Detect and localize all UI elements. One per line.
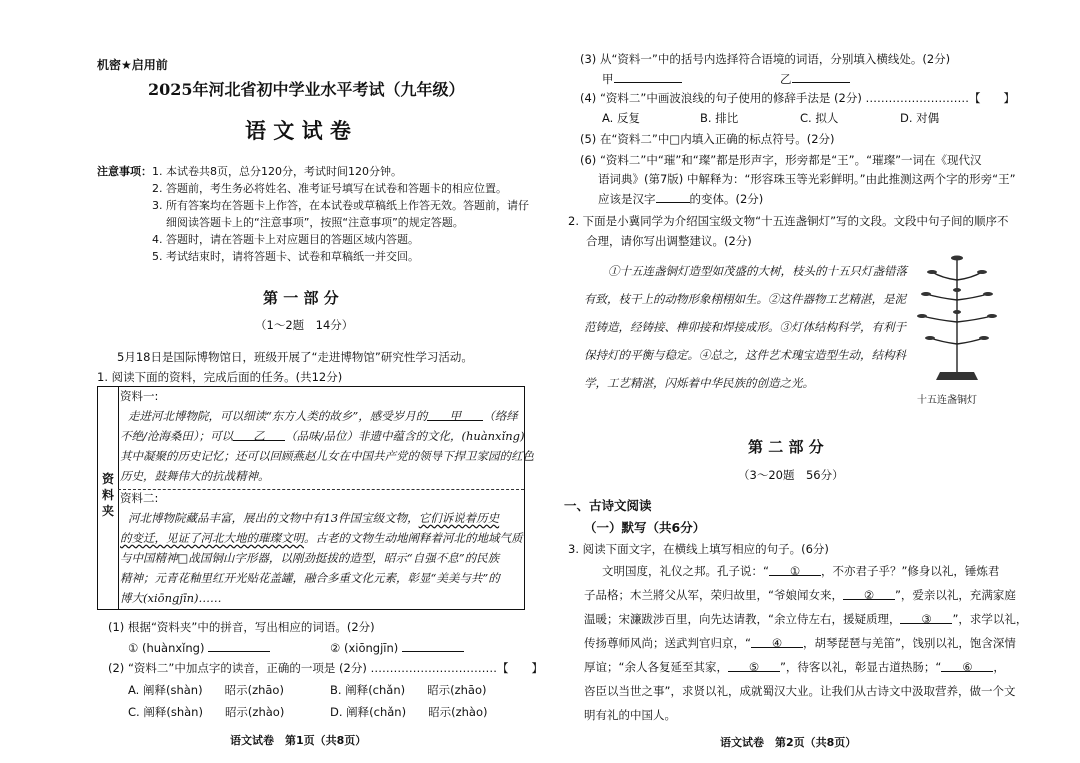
answer-blank[interactable] [792,71,850,83]
q3-line-4: 传扬尊师风尚；送武判官归京，“ ④ ，胡琴琵琶与羌笛”，饯别以礼，饱含深情 [584,636,1016,650]
bronze-lamp-illustration [912,250,1002,390]
q3-line-7: 明有礼的中国人。 [584,708,676,722]
q1-1-a: ① (huànxǐng) [128,640,270,656]
material1-line-2: 不绝/沧海桑田）；可以 乙 （品味/品位）非遗中蕴含的文化，(huànxǐng) [120,429,525,443]
subsection-dictation: （一）默写（共6分） [584,520,706,535]
material-divider [118,489,524,490]
answer-blank[interactable]: ⑤ [728,660,780,672]
q1-1-stem: (1) 根据“资料夹”中的拼音，写出相应的词语。(2分) [108,620,375,634]
q3-line-6: 咨臣以当世之事”，求贤以礼，成就蜀汉大业。让我们从古诗文中汲取营养，做一个文 [584,684,1016,698]
q1-2-option-b[interactable]: B. 阐释(chǎn) 昭示(zhāo) [330,683,487,697]
q3-line-3: 温暖；宋濂跋涉百里，向先达请教，“余立侍左右，援疑质理， ③ ”，求学以礼， [584,612,1028,626]
material2-line-1: 河北博物院藏品丰富，展出的文物中有13件国宝级文物，它们诉说着历史 [128,511,500,525]
wavy-sentence-part2: 的变迁，见证了河北大地的璀璨文明 [120,531,304,545]
material2-line-5: 博大(xiōngjīn)…… [120,591,222,605]
q2-para-1: ①十五连盏铜灯造型如茂盛的大树，枝头的十五只灯盏错落 [608,264,907,278]
q1-3-b: 乙 [780,71,850,87]
answer-blank[interactable]: ③ [900,612,952,624]
q2-para-2: 有致，枝干上的动物形象栩栩如生。②这件器物工艺精湛，是泥 [584,292,906,306]
q1-2-option-d[interactable]: D. 阐释(chǎn) 昭示(zhào) [330,705,488,719]
blank-yi: 乙 [233,429,285,441]
answer-blank[interactable] [656,191,690,203]
wavy-sentence-part1: 它们诉说着历史 [418,511,500,525]
answer-blank[interactable] [614,71,682,83]
q1-stem: 1. 阅读下面的资料，完成后面的任务。(共12分) [97,370,343,384]
answer-blank[interactable] [402,640,464,652]
part2-title: 第 二 部 分 [748,438,824,456]
confidential-label: 机密★启用前 [97,58,168,72]
blank-jia: 甲 [427,409,483,421]
answer-blank[interactable]: ② [843,588,895,600]
note-1: 1. 本试卷共8页，总分120分，考试时间120分钟。 [152,165,402,178]
material1-line-1: 走进河北博物院，可以细读“东方人类的故乡”，感受岁月的 甲 （络绎 [128,409,518,423]
q3-line-5: 厚谊；“余人各复延至其家， ⑤ ”，待客以礼，彰显古道热肠；“ ⑥ ， [584,660,1005,674]
answer-blank[interactable]: ④ [751,636,803,648]
material2-line-3: 与中国精神□战国铜山字形器，以刚劲挺拔的造型，昭示“自强不息”的民族 [120,551,500,565]
q3-line-1: 文明国度，礼仪之邦。孔子说：“ ① ，不亦君子乎？”修身以礼，锤炼君 [602,564,1000,578]
answer-blank[interactable]: ⑥ [941,660,993,672]
q1-5-stem: (5) 在“资料二”中□内填入正确的标点符号。(2分) [580,132,835,146]
subject-title: 语 文 试 卷 [245,118,351,143]
part2-range: （3～20题 56分） [738,468,844,482]
q1-2-option-c[interactable]: C. 阐释(shàn) 昭示(zhào) [128,705,285,719]
page-footer: 语文试卷 第2页（共8页） [720,736,857,749]
part1-title: 第 一 部 分 [263,289,339,307]
q1-2-stem: (2) “资料二”中加点字的读音，正确的一项是 (2分) ……………………………【 】 [108,661,543,675]
q2-para-4: 保持灯的平衡与稳定。④总之，这件艺术瑰宝造型生动，结构科 [584,348,906,362]
q1-4-stem: (4) “资料二”中画波浪线的句子使用的修辞手法是 (2分) ………………………【 】 [580,91,1015,105]
material-folder [97,386,534,610]
q1-2-option-a[interactable]: A. 阐释(shàn) 昭示(zhāo) [128,683,284,697]
q2-para-3: 范铸造，经铸接、榫卯接和焊接成形。③灯体结构科学，有利于 [584,320,906,334]
lamp-caption: 十五连盏铜灯 [917,395,977,406]
exam-title: 2025年河北省初中学业水平考试（九年级） [148,80,465,99]
q1-3-stem: (3) 从“资料一”中的括号内选择符合语境的词语，分别填入横线处。(2分) [580,52,951,66]
activity-intro: 5月18日是国际博物馆日，班级开展了“走进博物馆”研究性学习活动。 [117,350,473,364]
q1-4-option-c[interactable]: C. 拟人 [800,111,839,125]
note-3: 3. 所有答案均在答题卡上作答，在本试卷或草稿纸上作答无效。答题前，请仔 [152,199,529,212]
q1-6-line-2: 语词典》(第7版) 中解释为：“形容珠玉等光彩鲜明。”由此推测这两个字的形旁“王” [598,172,1016,186]
material2-label: 资料二: [120,491,159,505]
page-footer: 语文试卷 第1页（共8页） [230,734,367,747]
q1-4-option-d[interactable]: D. 对偶 [900,111,940,125]
q1-6-line-3: 应该是汉字 的变体。(2分) [598,192,764,206]
q2-para-5: 学，工艺精湛，闪烁着中华民族的创造之光。 [584,376,814,390]
q2-line-1: 2. 下面是小冀同学为介绍国宝级文物“十五连盏铜灯”写的文段。文段中句子间的顺序不 [568,214,1009,228]
q1-4-option-b[interactable]: B. 排比 [700,111,739,125]
q1-6-line-1: (6) “资料二”中“璀”和“璨”都是形声字，形旁都是“王”。“璀璨”一词在《现代汉 [580,153,982,167]
q1-1-b: ② (xiōngjīn) [330,640,464,656]
material1-line-3: 其中凝聚的历史记忆；还可以回顾燕赵儿女在中国共产党的领导下捍卫家园的红色 [120,449,534,463]
note-3-cont: 细阅读答题卡上的“注意事项”，按照“注意事项”的规定答题。 [166,216,464,229]
material2-line-4: 精神；元青花釉里红开光贴花盖罐，融合多重文化元素，彰显“美美与共”的 [120,571,500,585]
note-5: 5. 考试结束时，请将答题卡、试卷和草稿纸一并交回。 [152,250,419,263]
folder-side [98,387,119,609]
q2-line-2: 合理，请你写出调整建议。(2分) [586,234,752,248]
part1-range: （1～2题 14分） [255,318,354,332]
folder-side-label: 资料夹 [101,472,114,518]
q1-4-option-a[interactable]: A. 反复 [602,111,640,125]
q3-line-2: 子品格；木兰將父从军，荣归故里，“爷娘闻女来， ② ”，爱亲以礼，充满家庭 [584,588,1016,602]
section-classical-reading: 一、古诗文阅读 [564,498,652,513]
q1-3-a: 甲 [602,71,682,87]
answer-blank[interactable]: ① [769,564,821,576]
notes-label: 注意事项： [97,165,152,178]
answer-blank[interactable] [208,640,270,652]
material1-line-4: 历史，鼓舞伟大的抗战精神。 [120,469,270,483]
q3-stem: 3. 阅读下面文字，在横线上填写相应的句子。(6分) [568,542,829,556]
note-4: 4. 答题时，请在答题卡上对应题目的答题区域内答题。 [152,233,419,246]
note-2: 2. 答题前，考生务必将姓名、准考证号填写在试卷和答题卡的相应位置。 [152,182,507,195]
material2-line-2: 的变迁，见证了河北大地的璀璨文明。古老的文物生动地阐释着河北的地域气质 [120,531,523,545]
material1-label: 资料一: [120,389,159,403]
